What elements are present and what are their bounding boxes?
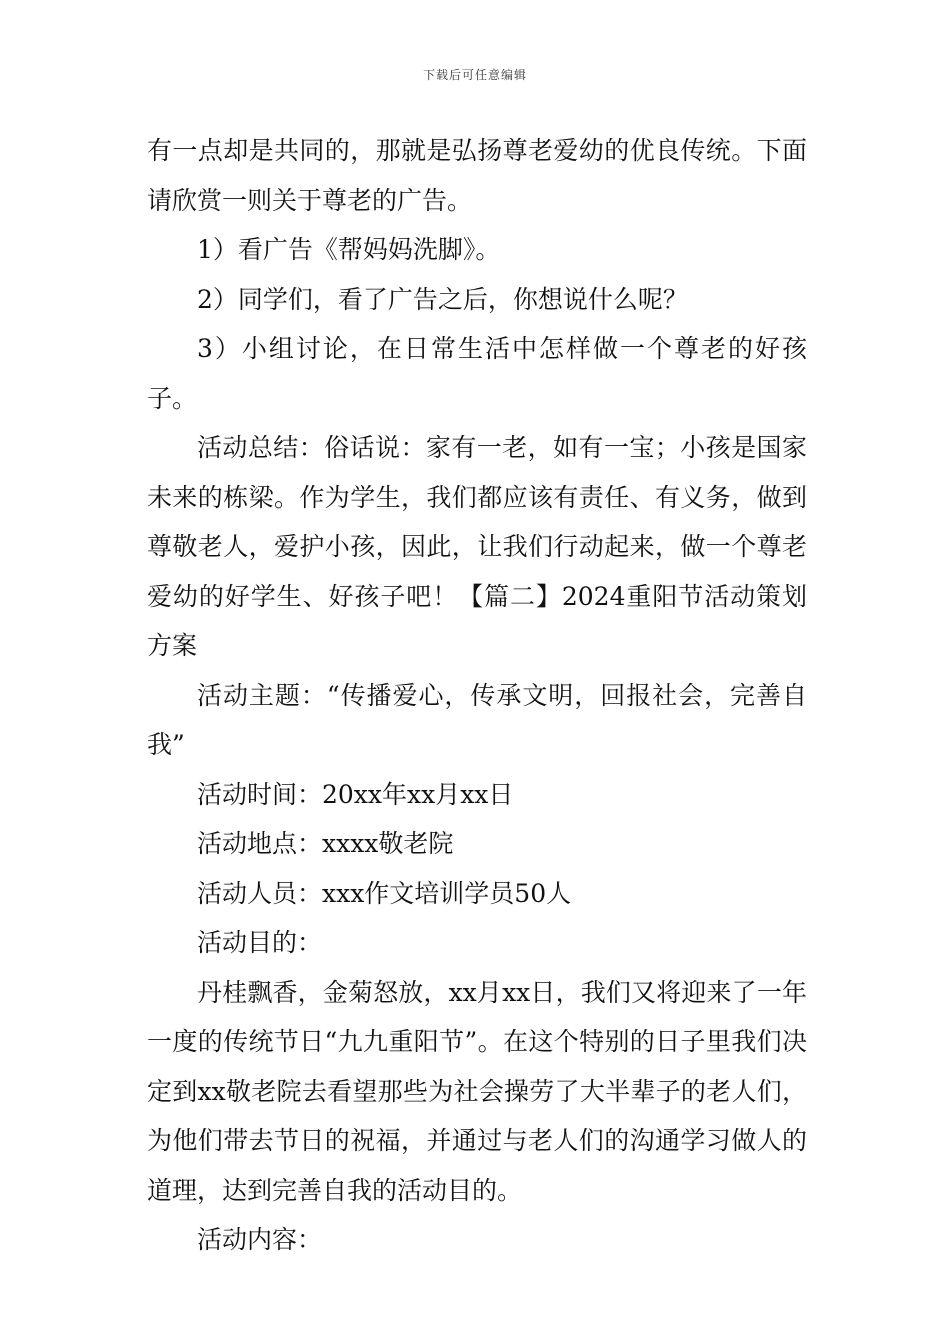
paragraph-1: 有一点却是共同的，那就是弘扬尊老爱幼的优良传统。下面请欣赏一则关于尊老的广告。 [147,136,807,215]
paragraph-3: 2）同学们，看了广告之后，你想说什么呢？ [197,284,688,314]
paragraph-5: 活动总结：俗话说：家有一老，如有一宝；小孩是国家未来的栋梁。作为学生，我们都应该有责任、有义务，做到尊敬老人，爱护小孩，因此，让我们行动起来，做一个尊老爱幼的好学生、好孩子吧！【篇二】2024重阳节活动策划方案 [147,433,807,660]
paragraph-11: 丹桂飘香，金菊怒放，xx月xx日，我们又将迎来了一年一度的传统节日“九九重阳节”。在这个特别的日子里我们决定到xx敬老院去看望那些为社会操劳了大半辈子的老人们，为他们带去节日的祝福，并通过与老人们的沟通学习做人的道理，达到完善自我的活动目的。 [147,977,807,1205]
paragraph-7: 活动时间：20xx年xx月xx日 [197,779,514,809]
paragraph-2: 1）看广告《帮妈妈洗脚》。 [197,235,501,264]
paragraph-4: 3）小组讨论，在日常生活中怎样做一个尊老的好孩子。 [147,334,807,413]
paragraph-9: 活动人员：xxx作文培训学员50人 [197,878,572,908]
paragraph-12: 活动内容： [197,1225,323,1254]
paragraph-6: 活动主题：“传播爱心，传承文明，回报社会，完善自我” [147,680,807,759]
paragraph-10: 活动目的： [197,928,323,957]
document-body [147,126,807,1265]
page-header-note: 下载后可任意编辑 [422,68,527,82]
paragraph-8: 活动地点：xxxx敬老院 [197,829,454,858]
